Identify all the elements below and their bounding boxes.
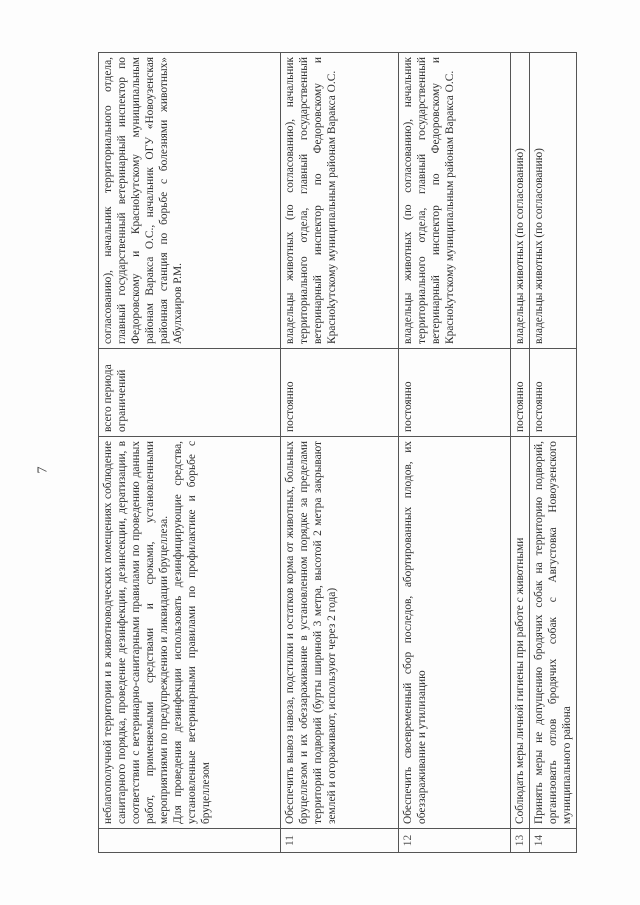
measure-text-2: Для проведения дезинфекции использовать дезинфицирующие средства, установленные ветеринарными правилами по профилактике и борьбе с бруцеллезом	[172, 441, 212, 824]
measures-table	[98, 52, 577, 853]
rotated-table-wrapper	[98, 53, 573, 853]
row-number: 12	[399, 829, 511, 853]
measure-cell: Принять меры не допущению бродячих собак на территорию подворий, организовать отлов бродячих собак с Августовка Новоузенского муниципального района	[530, 437, 577, 829]
row-number: 13	[511, 829, 530, 853]
row-number: 11	[281, 829, 399, 853]
measure-cell: Обеспечить своевременный сбор последов, абортированных плодов, их обеззараживание и утилизацию	[399, 437, 511, 829]
page-number: 7	[35, 466, 51, 474]
responsible-cell: владельцы животных (по согласованию)	[530, 53, 577, 349]
table-row	[530, 53, 577, 853]
term-cell: постоянно	[530, 349, 577, 437]
table-row	[399, 53, 511, 853]
measure-cell	[99, 437, 281, 829]
measure-cell: Соблюдать меры личной гигиены при работе с животными	[511, 437, 530, 829]
measure-cell: Обеспечить вывоз навоза, подстилки и остатков корма от животных, больных бруцеллезом и их обеззараживание в установленном порядке за пределами территорий подворий (бурты шириной 3 метра, высотой 2 метра закрывают землей и огораживают, используют через 2 года)	[281, 437, 399, 829]
term-cell: постоянно	[281, 349, 399, 437]
table-row	[99, 53, 281, 853]
responsible-cell: согласованию), начальник территориального отдела, главный государственный ветеринарный инспектор по Федоровскому и Красноkутскому муниципальным районам Варакса О.С., начальник ОГУ «Новоузенская районная станция по борьбе с болезнями животных» Абулхаиров Р.М.	[99, 53, 281, 349]
row-number	[99, 829, 281, 853]
table-row	[281, 53, 399, 853]
row-number: 14	[530, 829, 577, 853]
responsible-cell: владельцы животных (по согласованию)	[511, 53, 530, 349]
term-cell: всего периода ограничений	[99, 349, 281, 437]
measure-text: неблагополучной территории и в животноводческих помещениях соблюдение санитарного порядка, проведение дезинфекции, дезинсекции, дератизации, в соответствии с ветеринарно-санитарными правилами по проведению данных работ, применяемыми средствами и сроками, установленными мероприятиями по предупреждению и ликвидации бруцеллеза.	[102, 441, 170, 824]
responsible-cell: владельцы животных (по согласованию), начальник территориального отдела, главный государственный ветеринарный инспектор по Федоровскому и Красноkутскому муниципальным районам Варакса О.С.	[281, 53, 399, 349]
responsible-cell: владельцы животных (по согласованию), начальник территориального отдела, главный государственный ветеринарный инспектор по Федоровскому и Красноkутскому муниципальным районам Варакса О.С.	[399, 53, 511, 349]
term-cell: постоянно	[399, 349, 511, 437]
table-row	[511, 53, 530, 853]
term-cell: постоянно	[511, 349, 530, 437]
